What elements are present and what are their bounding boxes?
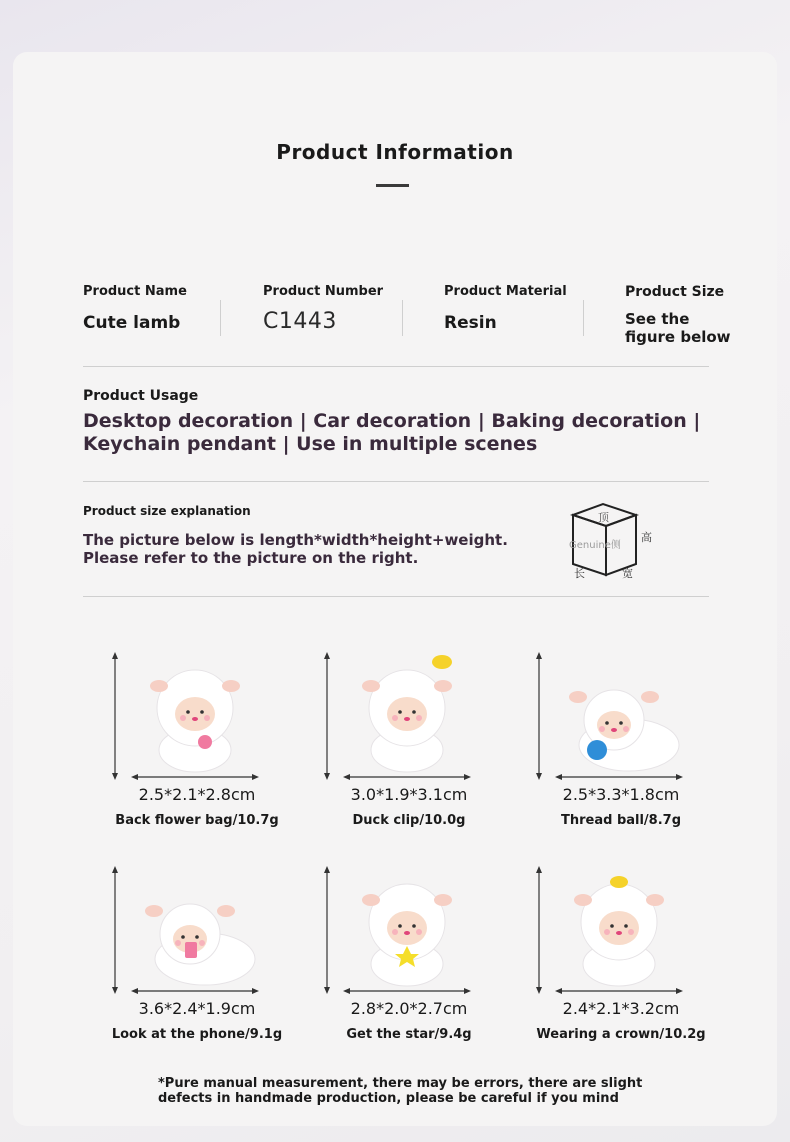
product-name: Back flower bag/10.7g: [115, 813, 279, 828]
info-product-size: [625, 284, 740, 346]
info-value: C1443: [263, 309, 337, 334]
lamb-figure: [529, 864, 729, 1009]
cube-top-label: 顶: [598, 511, 609, 524]
divider: [402, 300, 403, 336]
info-label: Product Number: [263, 284, 384, 299]
lamb-illustration: [569, 690, 679, 771]
product-item: [529, 650, 729, 860]
info-value: Cute lamb: [83, 313, 181, 333]
product-name: Wearing a crown/10.2g: [536, 1027, 706, 1042]
product-name: Get the star/9.4g: [346, 1027, 472, 1042]
lamb-illustration: [362, 655, 452, 772]
info-product-number: [263, 284, 393, 334]
product-item: [317, 650, 517, 860]
cube-length-label: 长: [574, 567, 585, 580]
size-explanation-text: The picture below is length*width*height+weight. Please refer to the picture on the right.: [83, 531, 508, 567]
product-name: Look at the phone/9.1g: [111, 1027, 283, 1042]
usage-text: Desktop decoration | Car decoration | Baking decoration | Keychain pendant | Use in multiple scenes: [83, 410, 701, 455]
product-item: [105, 864, 305, 1074]
product-dimensions: 3.6*2.4*1.9cm: [138, 999, 256, 1018]
divider: [220, 300, 221, 336]
cube-center-label: Genuine侧: [569, 540, 621, 551]
cube-width-label: 宽: [622, 567, 633, 580]
product-name: Duck clip/10.0g: [352, 813, 466, 828]
product-dimensions: 2.4*2.1*3.2cm: [562, 999, 680, 1018]
divider: [583, 300, 584, 336]
dimension-cube-diagram: [563, 500, 673, 585]
lamb-illustration: [574, 876, 664, 986]
product-dimensions: 2.5*3.3*1.8cm: [562, 785, 680, 804]
product-item: [317, 864, 517, 1074]
info-label: Product Size: [625, 284, 725, 300]
info-label: Product Material: [444, 284, 567, 299]
lamb-accessory: [587, 740, 607, 760]
info-label: Product Name: [83, 284, 187, 299]
lamb-figure: [317, 650, 517, 795]
lamb-illustration: [145, 904, 255, 985]
product-name: Thread ball/8.7g: [560, 813, 682, 828]
lamb-figure: [529, 650, 729, 795]
page-title: Product Information: [276, 140, 514, 164]
lamb-accessory: [185, 942, 197, 958]
usage-label: Product Usage: [83, 388, 199, 404]
size-explanation-label: Product size explanation: [83, 504, 251, 518]
product-item: [105, 650, 305, 860]
info-product-name: [83, 284, 213, 333]
lamb-figure: [105, 650, 305, 795]
product-dimensions: 3.0*1.9*3.1cm: [350, 785, 468, 804]
lamb-figure: [317, 864, 517, 1009]
info-value: See the figure below: [625, 310, 731, 346]
lamb-illustration: [150, 670, 240, 772]
title-underline: [376, 184, 409, 187]
section-divider: [83, 596, 709, 597]
footnote: *Pure manual measurement, there may be errors, there are slight defects in handmade production, please be careful if you mind: [158, 1076, 643, 1106]
lamb-figure: [105, 864, 305, 1009]
product-item: [529, 864, 729, 1074]
product-dimensions: 2.5*2.1*2.8cm: [138, 785, 256, 804]
product-dimensions: 2.8*2.0*2.7cm: [350, 999, 468, 1018]
info-value: Resin: [444, 313, 497, 333]
lamb-accessory: [432, 655, 452, 669]
cube-height-label: 高: [641, 531, 652, 544]
info-product-material: [444, 284, 574, 333]
lamb-accessory: [610, 876, 628, 888]
section-divider: [83, 366, 709, 367]
lamb-illustration: [362, 884, 452, 986]
section-divider: [83, 481, 709, 482]
lamb-accessory: [198, 735, 212, 749]
